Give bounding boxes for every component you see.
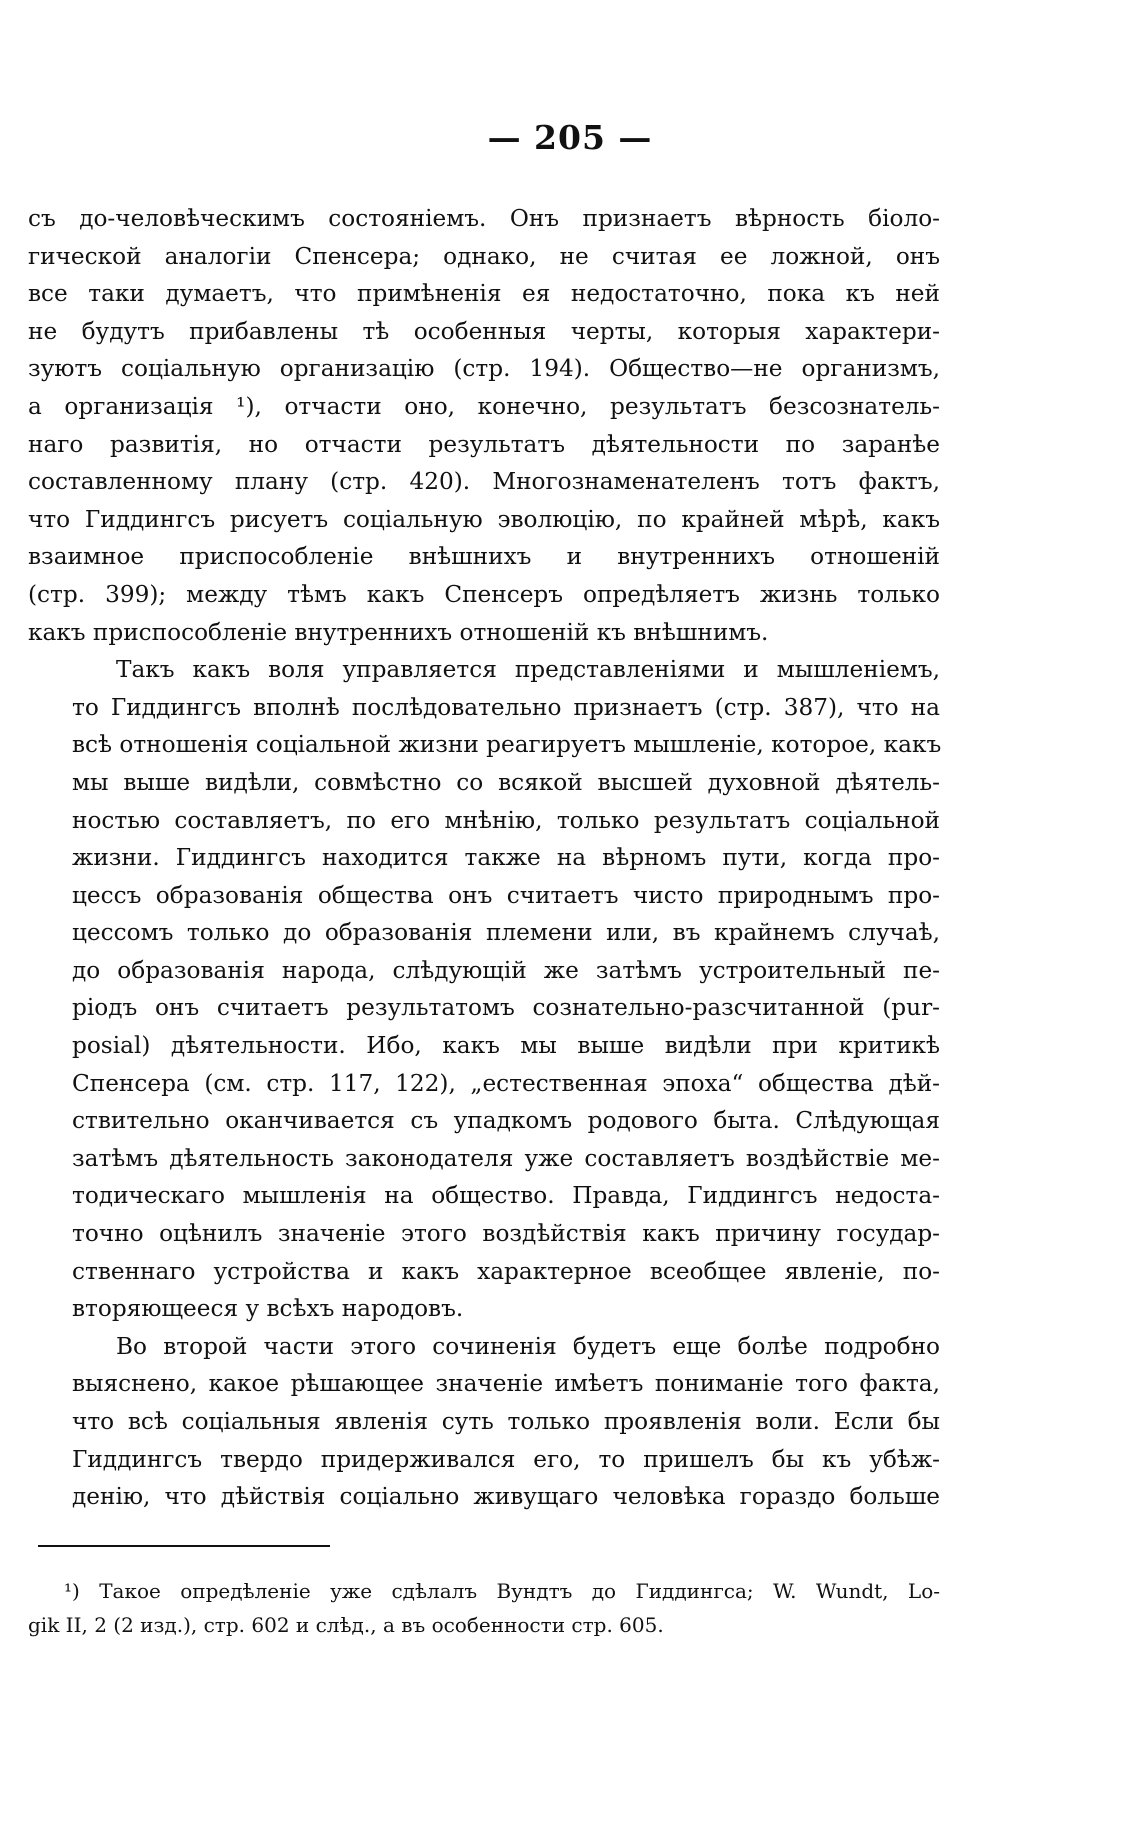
text-line: наго развитія, но отчасти результатъ дѣятельности по заранѣе bbox=[28, 430, 940, 458]
text-line: какъ приспособленіе внутреннихъ отношеній къ внѣшнимъ. bbox=[28, 618, 769, 646]
text-line: всѣ отношенія соціальной жизни реагируетъ мышленіе, которое, какъ bbox=[72, 731, 942, 759]
text-line: а организація ¹), отчасти оно, конечно, результатъ безсознатель- bbox=[28, 392, 940, 420]
footnote-line: ¹) Такое опредѣленіе уже сдѣлалъ Вундтъ до Гиддингса; W. Wundt, Lo- bbox=[64, 1579, 940, 1603]
text-line: вторяющееся у всѣхъ народовъ. bbox=[72, 1295, 464, 1323]
text-line: ріодъ онъ считаетъ результатомъ сознательно-разсчитанной (pur- bbox=[72, 994, 940, 1022]
text-line: Такъ какъ воля управляется представленіями и мышленіемъ, bbox=[116, 656, 940, 684]
footnote-line: gik II, 2 (2 изд.), стр. 602 и слѣд., а въ особенности стр. 605. bbox=[28, 1613, 664, 1637]
text-line: денію, что дѣйствія соціально живущаго человѣка гораздо больше bbox=[72, 1483, 940, 1511]
text-line: тодическаго мышленія на общество. Правда, Гиддингсъ недоста- bbox=[72, 1182, 940, 1210]
text-line: Гиддингсъ твердо придерживался его, то пришелъ бы къ убѣж- bbox=[72, 1445, 940, 1473]
text-line: то Гиддингсъ вполнѣ послѣдовательно признаетъ (стр. 387), что на bbox=[72, 693, 940, 721]
text-line: ственнаго устройства и какъ характерное всеобщее явленіе, по- bbox=[72, 1257, 940, 1285]
text-line: ностью составляетъ, по его мнѣнію, только результатъ соціальной bbox=[72, 806, 940, 834]
text-line: цессомъ только до образованія племени или, въ крайнемъ случаѣ, bbox=[72, 919, 940, 947]
footnote-divider bbox=[38, 1545, 330, 1547]
paragraph-3 bbox=[28, 1328, 940, 1516]
text-line: цессъ образованія общества онъ считаетъ чисто природнымъ про- bbox=[72, 881, 940, 909]
footnote bbox=[28, 1574, 940, 1642]
text-line: posial) дѣятельности. Ибо, какъ мы выше видѣли при критикѣ bbox=[72, 1032, 940, 1060]
text-line: зуютъ соціальную организацію (стр. 194). Общество—не организмъ, bbox=[28, 355, 940, 383]
text-line: гической аналогіи Спенсера; однако, не считая ее ложной, онъ bbox=[28, 242, 940, 270]
body-text bbox=[28, 200, 940, 1516]
page-number: — 205 — bbox=[487, 118, 653, 157]
text-line-emphasis: взаимное приспособленіе внѣшнихъ и внутреннихъ отношеній bbox=[28, 543, 940, 571]
text-line: Спенсера (см. стр. 117, 122), „естественная эпоха“ общества дѣй- bbox=[72, 1069, 940, 1097]
text-line: все таки думаетъ, что примѣненія ея недостаточно, пока къ ней bbox=[28, 280, 940, 308]
text-line: составленному плану (стр. 420). Многознаменателенъ тотъ фактъ, bbox=[28, 468, 940, 496]
text-line: (стр. 399); между тѣмъ какъ Спенсеръ опредѣляетъ жизнь только bbox=[28, 580, 940, 608]
text-line: затѣмъ дѣятельность законодателя уже составляетъ воздѣйствіе ме- bbox=[72, 1144, 940, 1172]
text-line: ствительно оканчивается съ упадкомъ родового быта. Слѣдующая bbox=[72, 1107, 940, 1135]
text-line: не будутъ прибавлены тѣ особенныя черты, которыя характери- bbox=[28, 317, 940, 345]
text-line: что всѣ соціальныя явленія суть только проявленія воли. Если бы bbox=[72, 1408, 940, 1435]
text-line: до образованія народа, слѣдующій же затѣмъ устроительный пе- bbox=[72, 956, 940, 984]
text-line: мы выше видѣли, совмѣстно со всякой высшей духовной дѣятель- bbox=[72, 768, 940, 796]
text-line: съ до-человѣческимъ состояніемъ. Онъ признаетъ вѣрность біоло- bbox=[28, 205, 940, 232]
text-line: жизни. Гиддингсъ находится также на вѣрномъ пути, когда про- bbox=[72, 844, 940, 872]
text-line: точно оцѣнилъ значеніе этого воздѣйствія какъ причину государ- bbox=[72, 1220, 940, 1248]
text-line: Во второй части этого сочиненія будетъ еще болѣе подробно bbox=[116, 1332, 940, 1360]
paragraph-2 bbox=[28, 651, 940, 1328]
paragraph-1 bbox=[28, 200, 940, 651]
text-line: выяснено, какое рѣшающее значеніе имѣетъ пониманіе того факта, bbox=[72, 1370, 940, 1398]
text-line: что Гиддингсъ рисуетъ соціальную эволюцію, по крайней мѣрѣ, какъ bbox=[28, 505, 940, 533]
